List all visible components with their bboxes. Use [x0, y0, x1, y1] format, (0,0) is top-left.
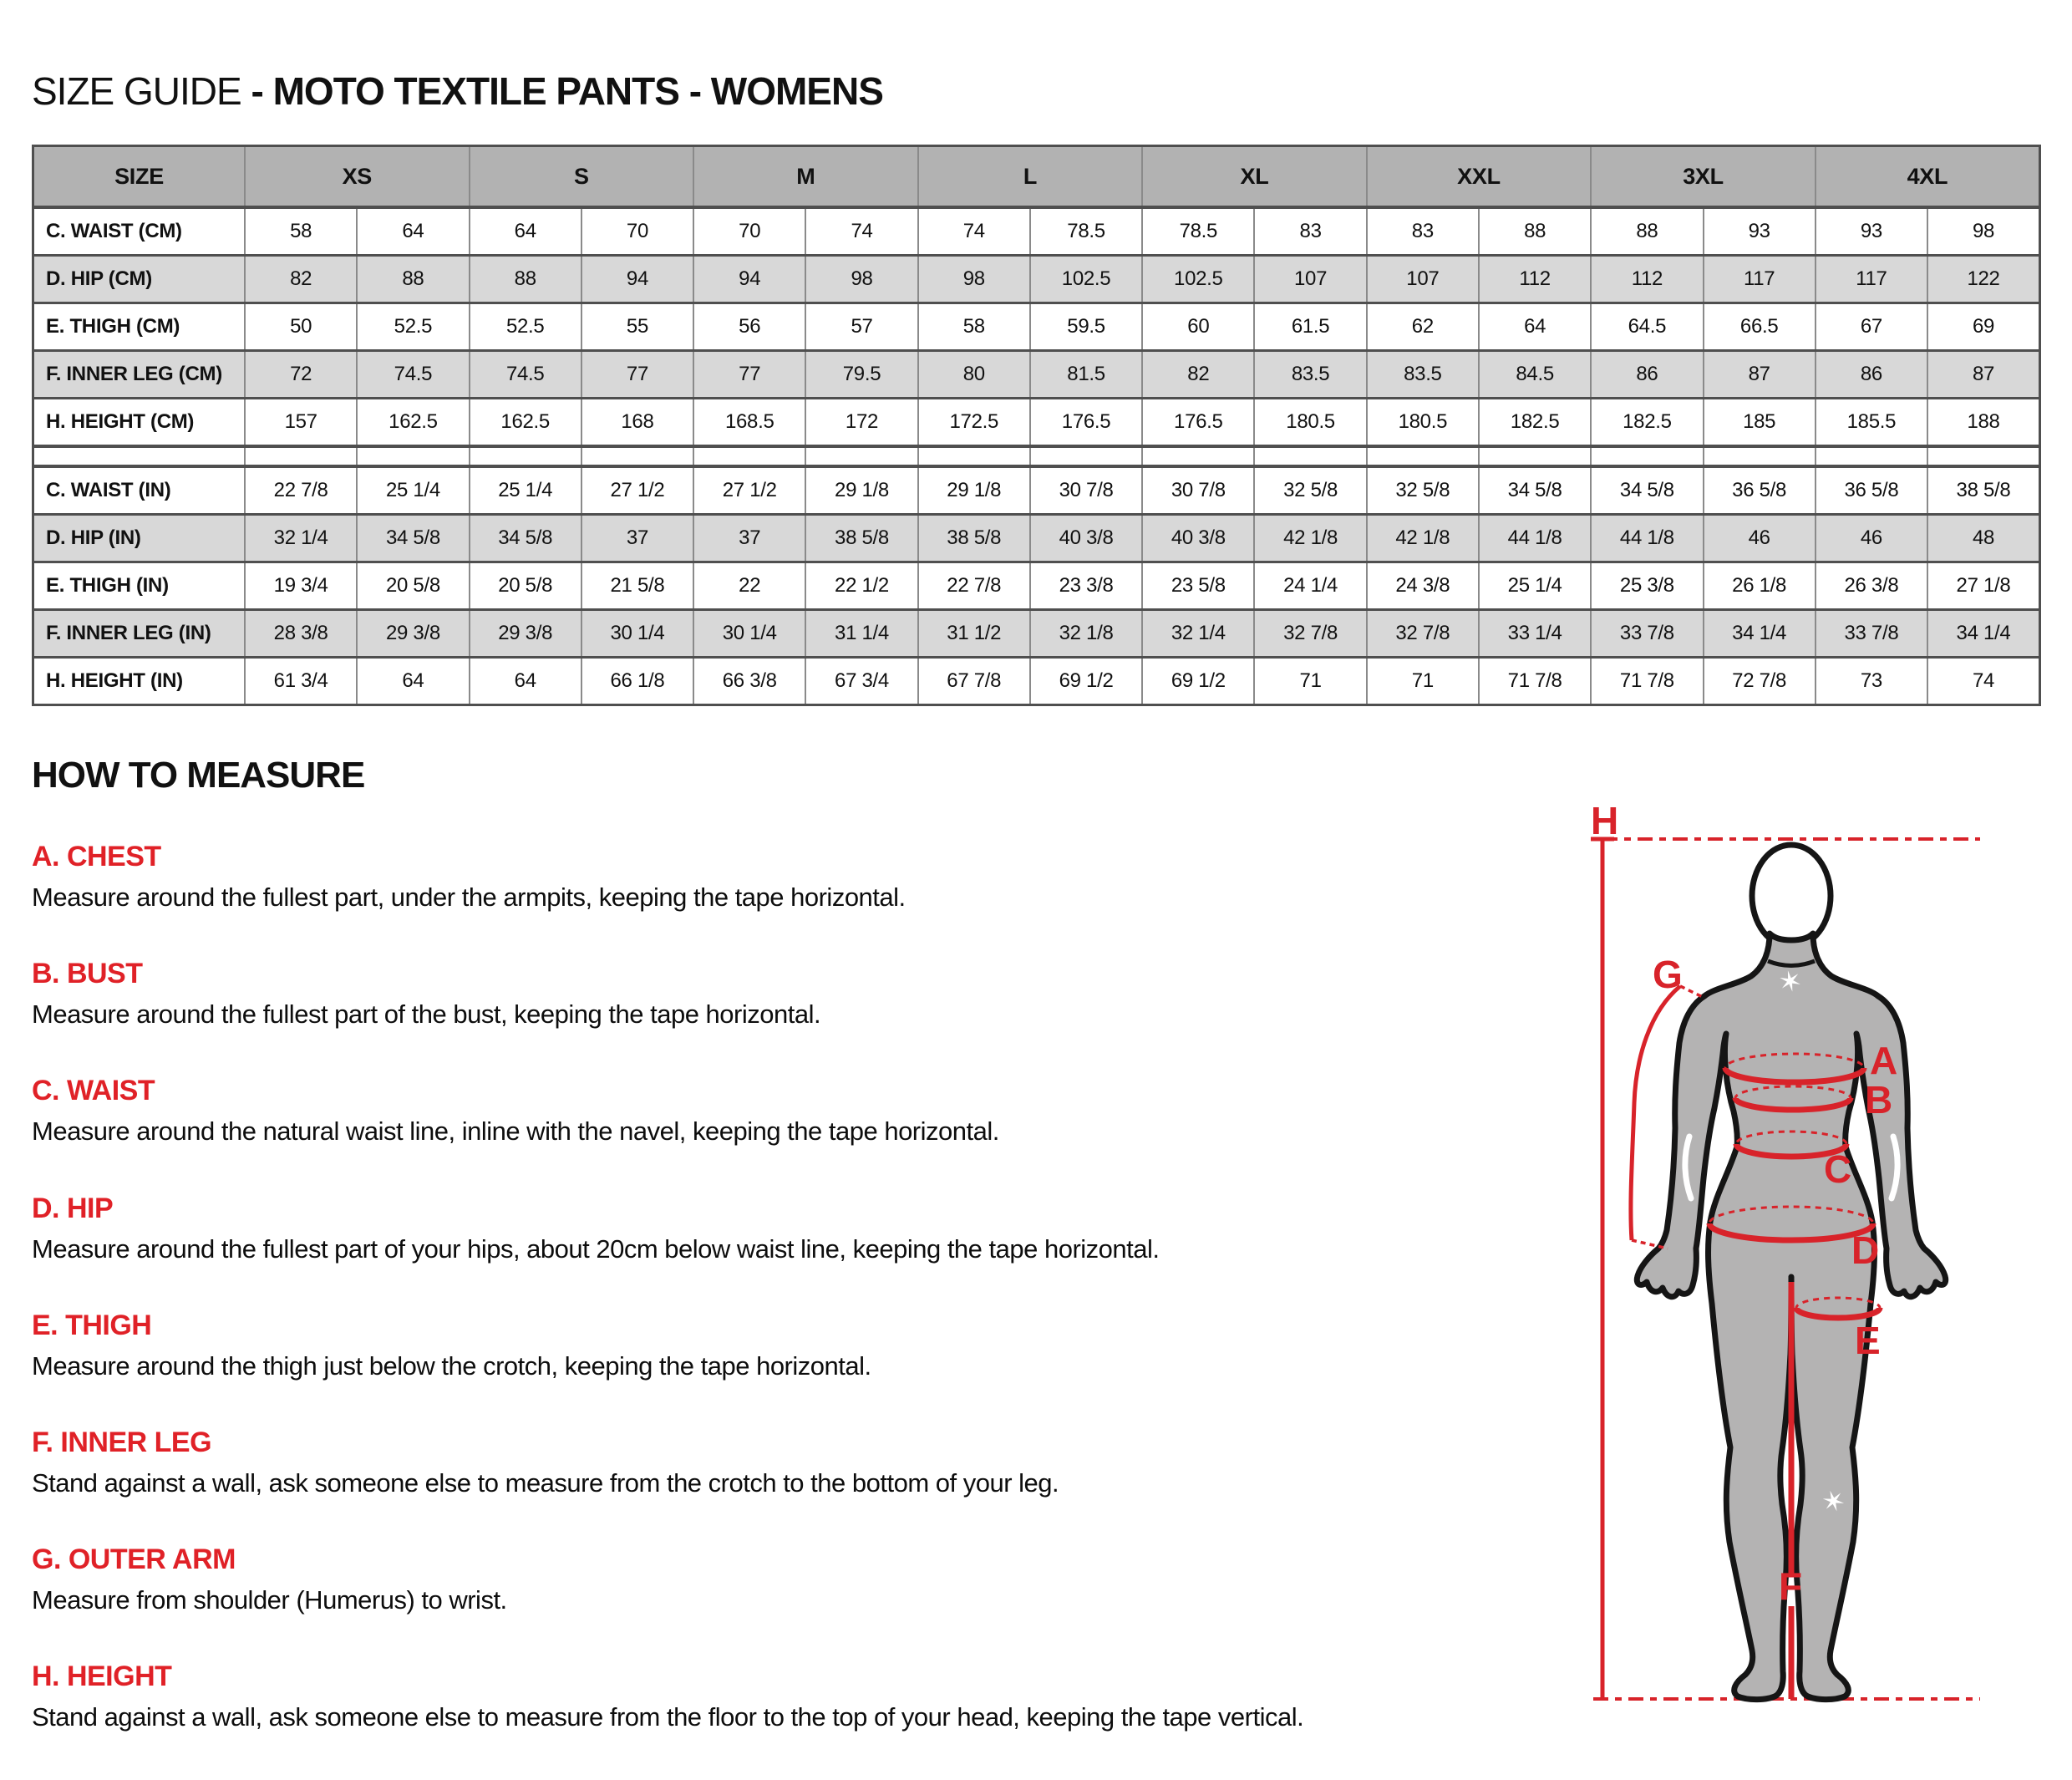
size-value-cell: 81.5 — [1030, 351, 1142, 399]
size-value-cell: 94 — [581, 256, 693, 303]
spacer-cell — [1591, 446, 1703, 466]
size-value-cell: 98 — [918, 256, 1030, 303]
size-value-cell: 38 5/8 — [918, 515, 1030, 562]
measure-sections — [32, 841, 1569, 1778]
size-value-cell: 64 — [470, 207, 581, 256]
size-value-cell: 37 — [693, 515, 805, 562]
table-row — [33, 515, 2040, 562]
size-value-cell: 87 — [1704, 351, 1816, 399]
size-value-cell: 88 — [470, 256, 581, 303]
size-value-cell: 77 — [581, 351, 693, 399]
size-value-cell: 107 — [1367, 256, 1479, 303]
size-value-cell: 74 — [918, 207, 1030, 256]
size-value-cell: 32 1/8 — [1030, 610, 1142, 658]
size-value-cell: 117 — [1816, 256, 1927, 303]
size-value-cell: 34 5/8 — [1479, 466, 1591, 515]
size-value-cell: 60 — [1142, 303, 1254, 351]
size-value-cell: 46 — [1704, 515, 1816, 562]
size-value-cell: 79.5 — [805, 351, 917, 399]
size-value-cell: 67 3/4 — [805, 658, 917, 705]
measure-section-text: Stand against a wall, ask someone else to measure from the crotch to the bottom of your leg. — [32, 1467, 1059, 1498]
diagram-label-d: D — [1851, 1228, 1880, 1272]
size-value-cell: 93 — [1704, 207, 1816, 256]
table-row — [33, 562, 2040, 610]
size-value-cell: 88 — [1591, 207, 1703, 256]
size-value-cell: 185.5 — [1816, 399, 1927, 447]
measure-section-text: Measure around the natural waist line, inline with the navel, keeping the tape horizontal. — [32, 1116, 999, 1147]
table-row — [33, 610, 2040, 658]
row-label: F. INNER LEG (IN) — [33, 610, 246, 658]
size-value-cell: 66 1/8 — [581, 658, 693, 705]
size-value-cell: 107 — [1254, 256, 1366, 303]
size-value-cell: 71 7/8 — [1591, 658, 1703, 705]
diagram-label-f: F — [1778, 1564, 1803, 1608]
size-value-cell: 74 — [1927, 658, 2039, 705]
size-value-cell: 32 5/8 — [1367, 466, 1479, 515]
size-value-cell: 67 7/8 — [918, 658, 1030, 705]
size-value-cell: 176.5 — [1030, 399, 1142, 447]
size-value-cell: 88 — [1479, 207, 1591, 256]
spacer-cell — [693, 446, 805, 466]
spacer-cell — [33, 446, 246, 466]
measure-section — [32, 1310, 1569, 1381]
size-value-cell: 86 — [1816, 351, 1927, 399]
size-value-cell: 34 5/8 — [1591, 466, 1703, 515]
size-column-header: M — [693, 146, 918, 208]
size-value-cell: 86 — [1591, 351, 1703, 399]
size-value-cell: 176.5 — [1142, 399, 1254, 447]
measure-section — [32, 1075, 1569, 1147]
outer-arm-dashed-top — [1680, 986, 1704, 998]
size-value-cell: 168 — [581, 399, 693, 447]
measure-section — [32, 1427, 1569, 1498]
size-value-cell: 82 — [245, 256, 357, 303]
table-row — [33, 256, 2040, 303]
size-value-cell: 29 3/8 — [470, 610, 581, 658]
size-value-cell: 19 3/4 — [245, 562, 357, 610]
size-value-cell: 162.5 — [357, 399, 469, 447]
size-value-cell: 23 3/8 — [1030, 562, 1142, 610]
size-value-cell: 32 5/8 — [1254, 466, 1366, 515]
measure-section-heading: F. INNER LEG — [32, 1426, 212, 1458]
size-value-cell: 38 5/8 — [805, 515, 917, 562]
alpinestars-chest-logo-icon: ✶ — [1775, 963, 1806, 1001]
measure-section — [32, 1544, 1569, 1615]
row-label: C. WAIST (CM) — [33, 207, 246, 256]
size-value-cell: 172.5 — [918, 399, 1030, 447]
row-label: D. HIP (IN) — [33, 515, 246, 562]
size-value-cell: 32 1/4 — [1142, 610, 1254, 658]
size-value-cell: 33 7/8 — [1591, 610, 1703, 658]
size-value-cell: 98 — [1927, 207, 2039, 256]
spacer-cell — [357, 446, 469, 466]
figure-head — [1752, 845, 1831, 947]
size-value-cell: 70 — [693, 207, 805, 256]
diagram-label-b: B — [1865, 1078, 1893, 1121]
size-value-cell: 182.5 — [1591, 399, 1703, 447]
size-value-cell: 83.5 — [1367, 351, 1479, 399]
measure-section-heading: G. OUTER ARM — [32, 1544, 236, 1576]
size-value-cell: 24 1/4 — [1254, 562, 1366, 610]
size-value-cell: 36 5/8 — [1816, 466, 1927, 515]
size-value-cell: 87 — [1927, 351, 2039, 399]
size-value-cell: 46 — [1816, 515, 1927, 562]
size-value-cell: 64.5 — [1591, 303, 1703, 351]
size-column-header: S — [470, 146, 694, 208]
size-value-cell: 122 — [1927, 256, 2039, 303]
size-value-cell: 33 7/8 — [1816, 610, 1927, 658]
row-label: F. INNER LEG (CM) — [33, 351, 246, 399]
size-value-cell: 168.5 — [693, 399, 805, 447]
size-value-cell: 64 — [470, 658, 581, 705]
size-value-cell: 88 — [357, 256, 469, 303]
size-value-cell: 61.5 — [1254, 303, 1366, 351]
size-value-cell: 70 — [581, 207, 693, 256]
measure-section — [32, 841, 1569, 913]
page-title — [32, 69, 883, 114]
size-table — [32, 145, 2041, 706]
size-value-cell: 20 5/8 — [470, 562, 581, 610]
spacer-cell — [245, 446, 357, 466]
spacer-cell — [805, 446, 917, 466]
size-value-cell: 34 1/4 — [1704, 610, 1816, 658]
diagram-label-h: H — [1591, 799, 1619, 842]
size-value-cell: 67 — [1816, 303, 1927, 351]
size-value-cell: 71 — [1254, 658, 1366, 705]
size-value-cell: 32 7/8 — [1254, 610, 1366, 658]
size-value-cell: 25 3/8 — [1591, 562, 1703, 610]
size-value-cell: 33 1/4 — [1479, 610, 1591, 658]
table-row — [33, 658, 2040, 705]
size-value-cell: 21 5/8 — [581, 562, 693, 610]
size-value-cell: 32 7/8 — [1367, 610, 1479, 658]
size-value-cell: 38 5/8 — [1927, 466, 2039, 515]
size-value-cell: 56 — [693, 303, 805, 351]
size-value-cell: 117 — [1704, 256, 1816, 303]
size-value-cell: 44 1/8 — [1591, 515, 1703, 562]
diagram-label-c: C — [1824, 1147, 1852, 1191]
size-value-cell: 36 5/8 — [1704, 466, 1816, 515]
figure-body-left-half — [1637, 933, 1791, 1700]
size-value-cell: 28 3/8 — [245, 610, 357, 658]
size-value-cell: 23 5/8 — [1142, 562, 1254, 610]
size-value-cell: 66.5 — [1704, 303, 1816, 351]
size-value-cell: 55 — [581, 303, 693, 351]
size-value-cell: 34 1/4 — [1927, 610, 2039, 658]
table-row — [33, 466, 2040, 515]
spacer-cell — [1367, 446, 1479, 466]
size-value-cell: 25 1/4 — [357, 466, 469, 515]
spacer-cell — [918, 446, 1030, 466]
size-value-cell: 32 1/4 — [245, 515, 357, 562]
size-value-cell: 78.5 — [1142, 207, 1254, 256]
size-value-cell: 182.5 — [1479, 399, 1591, 447]
size-value-cell: 26 3/8 — [1816, 562, 1927, 610]
measure-section-heading: D. HIP — [32, 1192, 114, 1224]
size-value-cell: 102.5 — [1142, 256, 1254, 303]
size-value-cell: 22 — [693, 562, 805, 610]
measure-section-text: Measure around the fullest part of the bust, keeping the tape horizontal. — [32, 999, 821, 1030]
size-value-cell: 58 — [918, 303, 1030, 351]
size-value-cell: 31 1/2 — [918, 610, 1030, 658]
size-value-cell: 82 — [1142, 351, 1254, 399]
size-value-cell: 40 3/8 — [1142, 515, 1254, 562]
diagram-label-a: A — [1870, 1039, 1898, 1082]
size-value-cell: 48 — [1927, 515, 2039, 562]
size-value-cell: 64 — [357, 207, 469, 256]
size-column-header: L — [918, 146, 1143, 208]
measure-section — [32, 1193, 1569, 1264]
row-label: E. THIGH (CM) — [33, 303, 246, 351]
size-value-cell: 30 7/8 — [1142, 466, 1254, 515]
spacer-cell — [1479, 446, 1591, 466]
size-value-cell: 25 1/4 — [1479, 562, 1591, 610]
size-value-cell: 78.5 — [1030, 207, 1142, 256]
spacer-cell — [1030, 446, 1142, 466]
spacer-cell — [581, 446, 693, 466]
spacer-cell — [1704, 446, 1816, 466]
alpinestars-calf-logo-icon: ✶ — [1817, 1482, 1851, 1522]
size-value-cell: 40 3/8 — [1030, 515, 1142, 562]
size-column-header: XS — [245, 146, 470, 208]
size-value-cell: 162.5 — [470, 399, 581, 447]
size-value-cell: 26 1/8 — [1704, 562, 1816, 610]
spacer-cell — [1142, 446, 1254, 466]
size-value-cell: 37 — [581, 515, 693, 562]
size-value-cell: 74 — [805, 207, 917, 256]
size-value-cell: 83 — [1367, 207, 1479, 256]
size-value-cell: 52.5 — [470, 303, 581, 351]
measure-section-heading: C. WAIST — [32, 1075, 155, 1107]
row-label: H. HEIGHT (CM) — [33, 399, 246, 447]
size-value-cell: 20 5/8 — [357, 562, 469, 610]
row-label: E. THIGH (IN) — [33, 562, 246, 610]
size-value-cell: 74.5 — [470, 351, 581, 399]
size-value-cell: 102.5 — [1030, 256, 1142, 303]
measure-section — [32, 958, 1569, 1030]
spacer-cell — [1254, 446, 1366, 466]
size-value-cell: 72 — [245, 351, 357, 399]
size-value-cell: 44 1/8 — [1479, 515, 1591, 562]
size-value-cell: 24 3/8 — [1367, 562, 1479, 610]
table-spacer-row — [33, 446, 2040, 466]
size-value-cell: 112 — [1479, 256, 1591, 303]
how-to-measure-heading: HOW TO MEASURE — [32, 755, 365, 796]
table-row — [33, 399, 2040, 447]
size-value-cell: 64 — [1479, 303, 1591, 351]
size-value-cell: 52.5 — [357, 303, 469, 351]
size-value-cell: 30 7/8 — [1030, 466, 1142, 515]
size-value-cell: 22 7/8 — [245, 466, 357, 515]
measure-section-text: Measure around the fullest part of your hips, about 20cm below waist line, keeping the tape horizontal. — [32, 1233, 1160, 1264]
size-table-body — [33, 207, 2040, 705]
size-value-cell: 62 — [1367, 303, 1479, 351]
diagram-label-g: G — [1653, 953, 1683, 996]
size-column-header: XXL — [1367, 146, 1592, 208]
size-value-cell: 185 — [1704, 399, 1816, 447]
size-value-cell: 30 1/4 — [581, 610, 693, 658]
size-column-header: XL — [1142, 146, 1367, 208]
size-value-cell: 72 7/8 — [1704, 658, 1816, 705]
size-value-cell: 112 — [1591, 256, 1703, 303]
size-value-cell: 27 1/2 — [693, 466, 805, 515]
size-value-cell: 93 — [1816, 207, 1927, 256]
size-value-cell: 61 3/4 — [245, 658, 357, 705]
size-value-cell: 59.5 — [1030, 303, 1142, 351]
size-value-cell: 42 1/8 — [1254, 515, 1366, 562]
size-value-cell: 83 — [1254, 207, 1366, 256]
size-value-cell: 30 1/4 — [693, 610, 805, 658]
measure-section-heading: H. HEIGHT — [32, 1660, 172, 1693]
measure-section-text: Measure around the fullest part, under the armpits, keeping the tape horizontal. — [32, 882, 906, 912]
size-value-cell: 180.5 — [1367, 399, 1479, 447]
size-table-header-row — [33, 146, 2040, 208]
size-value-cell: 31 1/4 — [805, 610, 917, 658]
size-value-cell: 172 — [805, 399, 917, 447]
size-table-corner-header: SIZE — [33, 146, 246, 208]
measure-section-text: Measure around the thigh just below the crotch, keeping the tape horizontal. — [32, 1350, 871, 1381]
size-value-cell: 94 — [693, 256, 805, 303]
size-value-cell: 58 — [245, 207, 357, 256]
size-value-cell: 180.5 — [1254, 399, 1366, 447]
measure-section — [32, 1660, 1569, 1732]
measure-section-heading: A. CHEST — [32, 841, 161, 872]
size-value-cell: 71 — [1367, 658, 1479, 705]
size-value-cell: 25 1/4 — [470, 466, 581, 515]
size-column-header: 4XL — [1816, 146, 2040, 208]
size-value-cell: 27 1/8 — [1927, 562, 2039, 610]
size-value-cell: 29 1/8 — [805, 466, 917, 515]
row-label: H. HEIGHT (IN) — [33, 658, 246, 705]
size-value-cell: 80 — [918, 351, 1030, 399]
page-title-main: - MOTO TEXTILE PANTS - WOMENS — [241, 69, 883, 113]
size-value-cell: 42 1/8 — [1367, 515, 1479, 562]
size-value-cell: 29 1/8 — [918, 466, 1030, 515]
size-value-cell: 27 1/2 — [581, 466, 693, 515]
size-value-cell: 50 — [245, 303, 357, 351]
row-label: D. HIP (CM) — [33, 256, 246, 303]
size-value-cell: 98 — [805, 256, 917, 303]
size-value-cell: 84.5 — [1479, 351, 1591, 399]
measure-section-text: Stand against a wall, ask someone else to measure from the floor to the top of your head, keeping the tape vertical. — [32, 1702, 1304, 1732]
size-value-cell: 83.5 — [1254, 351, 1366, 399]
size-value-cell: 57 — [805, 303, 917, 351]
size-value-cell: 74.5 — [357, 351, 469, 399]
size-value-cell: 64 — [357, 658, 469, 705]
size-value-cell: 69 — [1927, 303, 2039, 351]
size-value-cell: 188 — [1927, 399, 2039, 447]
table-row — [33, 207, 2040, 256]
size-column-header: 3XL — [1591, 146, 1816, 208]
table-row — [33, 351, 2040, 399]
size-value-cell: 77 — [693, 351, 805, 399]
size-value-cell: 34 5/8 — [357, 515, 469, 562]
spacer-cell — [1816, 446, 1927, 466]
size-value-cell: 71 7/8 — [1479, 658, 1591, 705]
size-value-cell: 29 3/8 — [357, 610, 469, 658]
size-value-cell: 34 5/8 — [470, 515, 581, 562]
size-value-cell: 73 — [1816, 658, 1927, 705]
size-value-cell: 157 — [245, 399, 357, 447]
size-value-cell: 66 3/8 — [693, 658, 805, 705]
row-label: C. WAIST (IN) — [33, 466, 246, 515]
measure-section-heading: E. THIGH — [32, 1309, 152, 1341]
measure-section-heading: B. BUST — [32, 958, 143, 990]
measure-section-text: Measure from shoulder (Humerus) to wrist. — [32, 1585, 507, 1615]
diagram-label-e: E — [1855, 1319, 1881, 1362]
size-value-cell: 22 7/8 — [918, 562, 1030, 610]
spacer-cell — [1927, 446, 2039, 466]
size-value-cell: 69 1/2 — [1142, 658, 1254, 705]
size-value-cell: 22 1/2 — [805, 562, 917, 610]
table-row — [33, 303, 2040, 351]
size-value-cell: 69 1/2 — [1030, 658, 1142, 705]
spacer-cell — [470, 446, 581, 466]
body-measurement-diagram — [1579, 794, 1997, 1713]
page-title-prefix: SIZE GUIDE — [32, 69, 241, 113]
